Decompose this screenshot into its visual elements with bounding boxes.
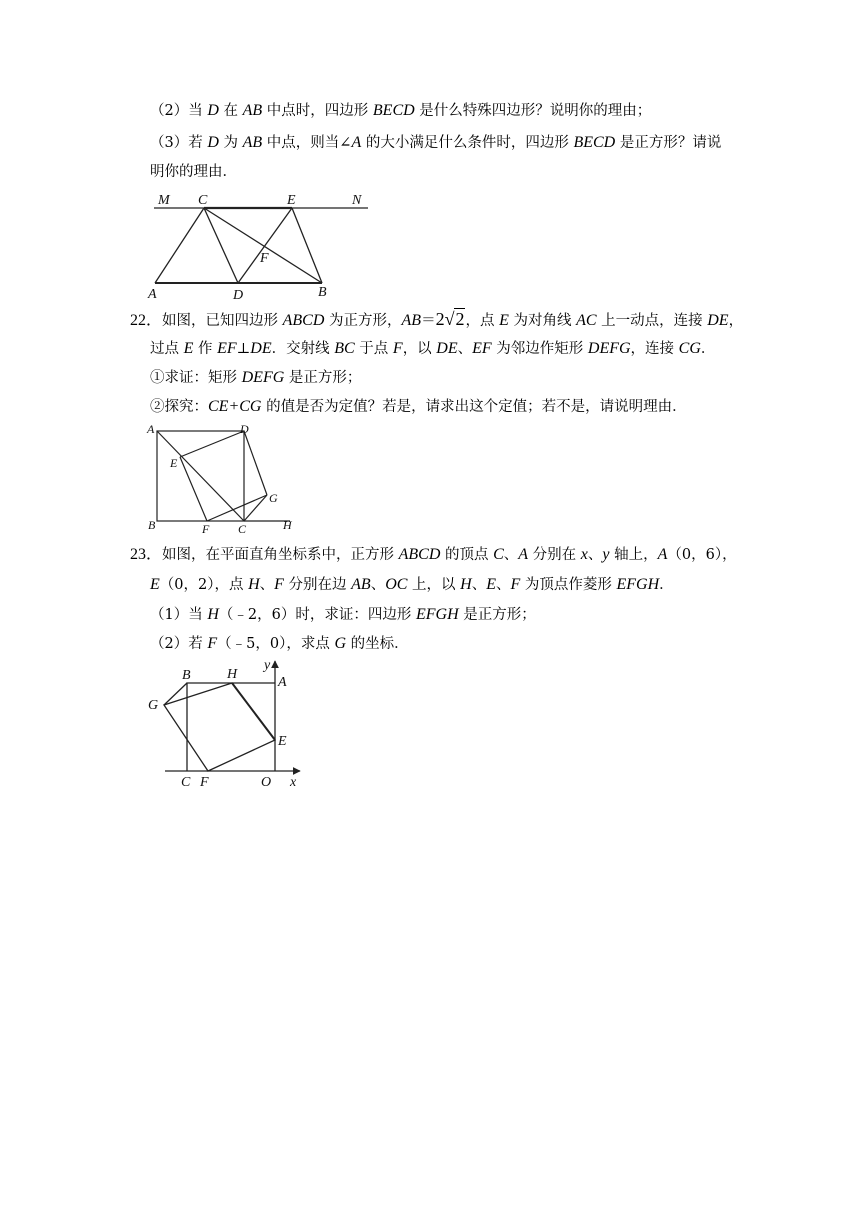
- q23-figure: [140, 655, 320, 795]
- label-E: E: [278, 734, 287, 749]
- q23-line-1: 23．如图，在平面直角坐标系中，正方形 ABCD 的顶点 C、A 分别在 x、y 轴上，A（0，6），: [130, 546, 737, 563]
- q22-part2: ②探究：CE+CG 的值是否为定值？若是，请求出这个定值；若不是，请说明理由．: [150, 398, 687, 415]
- label-F: F: [260, 251, 269, 266]
- q21-figure: [140, 188, 380, 303]
- label-A: A: [278, 675, 287, 690]
- label-H: H: [227, 667, 238, 682]
- label-G: G: [148, 698, 159, 713]
- label-C: C: [238, 522, 247, 536]
- question-number: 23．: [130, 546, 163, 563]
- q21-part3-continuation: 明你的理由．: [150, 164, 237, 180]
- label-N: N: [352, 193, 362, 208]
- label-D: D: [240, 422, 249, 436]
- q21-part2-text: （2）当 D 在 AB 中点时，四边形 BECD 是什么特殊四边形？说明你的理由；: [150, 102, 652, 119]
- label-A: A: [148, 287, 157, 302]
- label-F: F: [200, 775, 209, 790]
- label-M: M: [158, 193, 170, 208]
- label-G: G: [269, 491, 278, 505]
- label-F: F: [202, 522, 210, 536]
- q21-part3-text: （3）若 D 为 AB 中点，则当∠A 的大小满足什么条件时，四边形 BECD 是正方形？请说: [150, 134, 722, 151]
- q22-line-1: 22．如图，已知四边形 ABCD 为正方形，AB＝2√2，点 E 为对角线 AC 上一动点，连接 DE，: [130, 309, 744, 329]
- sqrt-expression: 2√2: [435, 309, 465, 329]
- question-number: 22．: [130, 312, 163, 329]
- q22-part1: ①求证：矩形 DEFG 是正方形；: [150, 369, 362, 386]
- label-B: B: [148, 518, 156, 532]
- label-A: A: [147, 422, 155, 436]
- label-C: C: [181, 775, 191, 790]
- label-C: C: [198, 193, 208, 208]
- label-y: y: [264, 658, 271, 673]
- q23-part2: （2）若 F（﹣5，0），求点 G 的坐标．: [150, 635, 409, 652]
- label-H: H: [283, 518, 292, 532]
- label-O: O: [261, 775, 272, 790]
- q22-figure: [145, 422, 305, 537]
- q22-line-2: 过点 E 作 EF⊥DE．交射线 BC 于点 F，以 DE、EF 为邻边作矩形 DEFG，连接 CG．: [150, 340, 716, 357]
- label-B: B: [318, 285, 327, 300]
- q23-part1: （1）当 H（﹣2，6）时，求证：四边形 EFGH 是正方形；: [150, 606, 536, 623]
- label-D: D: [233, 288, 244, 303]
- label-B: B: [182, 668, 191, 683]
- label-E: E: [170, 456, 178, 470]
- label-E: E: [287, 193, 296, 208]
- label-x: x: [290, 775, 297, 790]
- q23-line-2: E（0，2），点 H、F 分别在边 AB、OC 上，以 H、E、F 为顶点作菱形 EFGH．: [150, 576, 674, 593]
